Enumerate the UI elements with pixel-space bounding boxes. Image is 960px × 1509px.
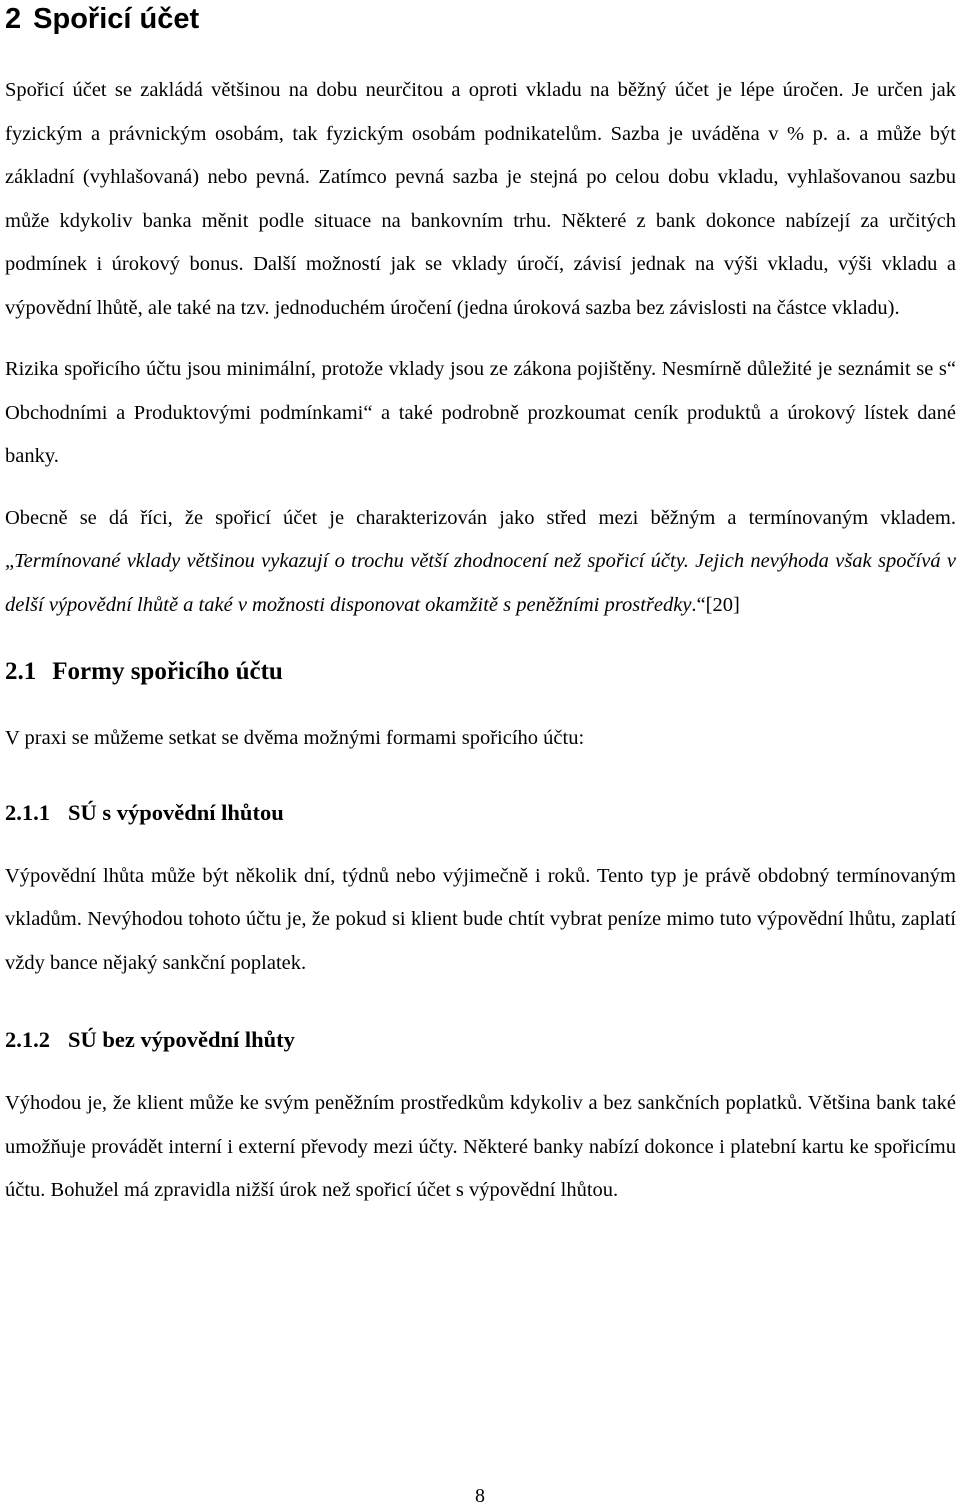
citation-quote: Termínované vklady většinou vykazují o trochu větší zhodnocení než spořicí účty. Jejich nevýhoda však spočívá v delší výpovědní lhůtě a také v možnosti disponovat okamžitě s peněžními prostředky bbox=[5, 550, 956, 616]
section-intro: V praxi se můžeme setkat se dvěma možnými formami spořicího účtu: bbox=[5, 727, 585, 749]
citation-reference: .“[20] bbox=[691, 593, 740, 616]
subsection-text: Výpovědní lhůta může být několik dní, týdnů nebo výjimečně i roků. Tento typ je právě obdobný termínovaným vkladům. Nevýhodou tohoto účtu je, že pokud si klient bude chtít vybrat peníze mimo tuto výpovědní lhůtu, zaplatí vždy bance nějaký sankční poplatek. bbox=[5, 864, 956, 974]
subsection-title: SÚ bez výpovědní lhůty bbox=[68, 1027, 295, 1052]
chapter-number: 2 bbox=[5, 3, 22, 35]
section-title: Formy spořicího účtu bbox=[52, 658, 283, 685]
subsection-heading bbox=[5, 1025, 956, 1055]
subsection-number: 2.1.1 bbox=[5, 799, 50, 825]
subsection-text: Výhodou je, že klient může ke svým peněžním prostředkům kdykoliv a bez sankčních poplatků. Většina bank také umožňuje provádět interní i externí převody mezi účty. Některé banky nabízí dokonce i platební kartu ke spořicímu účtu. Bohužel má zpravidla nižší úrok než spořicí účet s výpovědní lhůtou. bbox=[5, 1092, 956, 1201]
paragraph-general bbox=[5, 497, 956, 628]
general-text-start: Obecně se dá říci, že spořicí účet je charakterizován jako střed mezi běžným a termínovaným vkladem. „ bbox=[5, 506, 956, 572]
chapter-heading bbox=[5, 0, 956, 36]
paragraph-intro: Spořicí účet se zakládá většinou na dobu neurčitou a oproti vkladu na běžný účet je lépe úročen. Je určen jak fyzickým a právnickým osobám, tak fyzickým osobám podnikatelům. Sazba je uváděna v % p. a. a může být základní (vyhlašovaná) nebo pevná. Zatímco pevná sazba je stejná po celou dobu vkladu, vyhlašovanou sazbu může kdykoliv banka měnit podle situace na bankovním trhu. Některé z bank dokonce nabízejí za určitých podmínek i úrokový bonus. Další možností jak se vklady úročí, závisí jednak na výši vkladu, výši vkladu a výpovědní lhůtě, ale také na tzv. jednoduchém úročení (jedna úroková sazba bez závislosti na částce vkladu). bbox=[5, 79, 956, 319]
paragraph-risks: Rizika spořicího účtu jsou minimální, protože vklady jsou ze zákona pojištěny. Nesmírně důležité je seznámit se s“ Obchodními a Produktovými podmínkami“ a také podrobně prozkoumat ceník produktů a úrokový lístek dané banky. bbox=[5, 358, 956, 467]
document-page bbox=[5, 0, 956, 1213]
section-number: 2.1 bbox=[5, 658, 37, 685]
chapter-title: Spořicí účet bbox=[33, 3, 200, 35]
subsection-title: SÚ s výpovědní lhůtou bbox=[68, 799, 284, 825]
page-number: 8 bbox=[475, 1485, 485, 1507]
subsection-number: 2.1.2 bbox=[5, 1027, 50, 1052]
section-heading bbox=[5, 656, 956, 688]
subsection-heading bbox=[5, 798, 956, 828]
